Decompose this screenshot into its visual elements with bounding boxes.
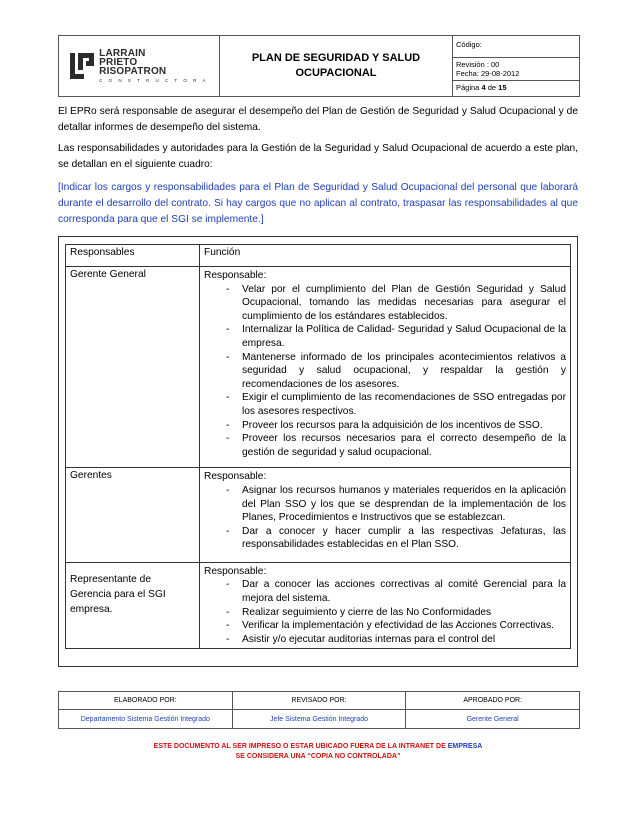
company-logo	[59, 36, 220, 96]
instruction-paragraph: [Indicar los cargos y responsabilidades para el Plan de Seguridad y Salud Ocupacional del personal que laborará durante el desarrollo del contrato. Si hay cargos que no aplican al contrato, traspasar las responsabilidades al que corresponda para que el SGI se implemente.]	[58, 182, 578, 225]
page-number	[453, 81, 579, 96]
list-item: - Mantenerse informado de los principales acontecimientos relativos a seguridad y salud ocupacional, y respaldar la gestión y recomendaciones de los asesores.	[242, 351, 566, 392]
logo-subtitle: C O N S T R U C T O R A	[99, 77, 208, 83]
function-cell	[200, 267, 571, 468]
page-label: Página	[456, 83, 480, 92]
elaborado-column	[59, 692, 232, 728]
aprobado-column	[405, 692, 579, 728]
approval-footer	[58, 691, 580, 729]
revisado-value: Jefe Sistema Gestión Integrado	[269, 715, 369, 723]
page-current: 4	[481, 83, 486, 92]
title-line-1: PLAN DE SEGURIDAD Y SALUD	[251, 52, 421, 64]
aprobado-value: Gerente General	[466, 715, 519, 723]
list-item: - Verificar la implementación y efectividad de las Acciones Correctivas.	[242, 619, 566, 633]
header-responsables: Responsables	[66, 245, 200, 267]
revisado-label: REVISADO POR:	[233, 692, 406, 710]
role-cell: Gerente General	[66, 267, 200, 468]
list-item: - Exigir el cumplimiento de las recomendaciones de SSO entregadas por los asesores respectivos.	[242, 391, 566, 418]
list-item: - Proveer los recursos para la adquisición de los incentivos de SSO.	[242, 419, 566, 433]
uncontrolled-copy-notice	[58, 742, 578, 762]
list-item: - Dar a conocer y hacer cumplir a las respectivas Jefaturas, las responsabilidades establecidas en el Plan SSO.	[242, 525, 566, 552]
list-item: - Dar a conocer las acciones correctivas al comité Gerencial para la mejora del sistema.	[242, 578, 566, 605]
table-header-row	[66, 245, 571, 267]
notice-line-1: ESTE DOCUMENTO AL SER IMPRESO O ESTAR UBICADO FUERA DE LA INTRANET DE	[153, 743, 446, 750]
logo-mark-icon	[70, 53, 96, 79]
list-item: - Proveer los recursos necesarios para el correcto desempeño de la gestión de seguridad y salud ocupacional.	[242, 432, 566, 459]
responsibilities-table	[58, 236, 578, 667]
function-cell	[200, 562, 571, 649]
table-row	[66, 468, 571, 563]
document-meta	[453, 36, 579, 96]
logo-line-2: PRIETO	[99, 56, 138, 68]
date-field: Fecha: 29-08-2012	[456, 69, 520, 78]
logo-line-1: LARRAIN	[99, 47, 146, 59]
list-item: - Asistir y/o ejecutar auditorias internas para el control del	[242, 633, 566, 647]
function-cell	[200, 468, 571, 563]
header-funcion: Función	[200, 245, 571, 267]
notice-line-2: SE CONSIDERA UNA “COPIA NO CONTROLADA”	[235, 753, 401, 760]
revision-cell	[453, 58, 579, 81]
list-item: - Realizar seguimiento y cierre de las No Conformidades	[242, 606, 566, 620]
role-cell: Representante de Gerencia para el SGI empresa.	[66, 562, 200, 649]
paragraph-2: Las responsabilidades y autoridades para la Gestión de la Seguridad y Salud Ocupacional de acuerdo a este plan, se detallan en el siguiente cuadro:	[58, 143, 578, 170]
revision-field: Revisión : 00	[456, 60, 500, 69]
list-item: - Internalizar la Política de Calidad- Seguridad y Salud Ocupacional de la empresa.	[242, 323, 566, 350]
role-cell: Gerentes	[66, 468, 200, 563]
revisado-column	[232, 692, 406, 728]
responsible-label: Responsable:	[204, 270, 267, 281]
list-item: - Asignar los recursos humanos y materiales requeridos en la aplicación del Plan SSO y los que se desprendan de la implementación de los Planes, Procedimientos e Instructivos que se establezcan.	[242, 484, 566, 525]
notice-company: EMPRESA	[447, 743, 483, 750]
page-of: de	[487, 83, 497, 92]
list-item: - Velar por el cumplimiento del Plan de Gestión Seguridad y Salud Ocupacional, tomando las medidas necesarias para asegurar el cumplimiento de los estándares establecidos.	[242, 283, 566, 324]
logo-line-3: RISOPATRON	[99, 65, 167, 77]
table-row	[66, 267, 571, 468]
document-header	[58, 35, 580, 97]
code-field: Código:	[453, 36, 579, 58]
elaborado-label: ELABORADO POR:	[59, 692, 232, 710]
title-line-2: OCUPACIONAL	[295, 67, 377, 79]
document-title	[220, 36, 453, 96]
elaborado-value: Departamento Sistema Gestión Integrado	[80, 715, 210, 723]
paragraph-1: El EPRo será responsable de asegurar el desempeño del Plan de Gestión de Seguridad y Salud Ocupacional y de detallar informes de desempeño del sistema.	[58, 106, 578, 133]
responsible-label: Responsable:	[204, 565, 267, 577]
aprobado-label: APROBADO POR:	[406, 692, 579, 710]
page-total: 15	[498, 83, 507, 92]
table-row	[66, 562, 571, 649]
responsible-label: Responsable:	[204, 471, 267, 483]
